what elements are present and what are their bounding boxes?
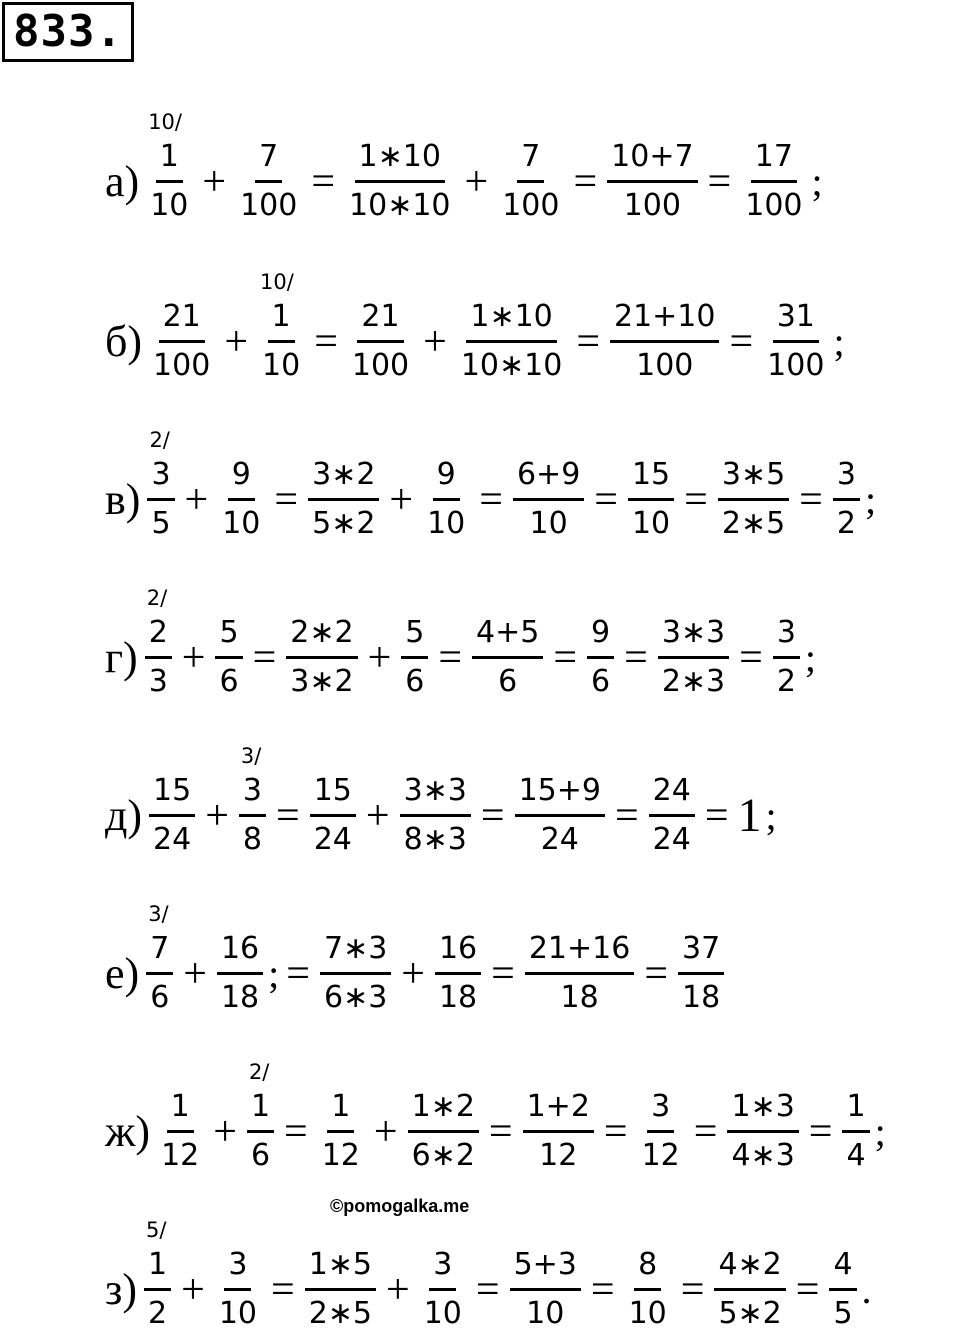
fraction: [658, 614, 729, 701]
equals-sign: =: [808, 1108, 833, 1155]
denominator: 2: [836, 506, 856, 541]
numerator: 21+10: [610, 298, 719, 343]
denominator: 100: [351, 348, 410, 383]
numerator: 1∗10: [466, 298, 556, 343]
numerator: 1: [268, 298, 295, 343]
equals-sign: =: [311, 158, 336, 205]
denominator: 12: [321, 1138, 360, 1173]
fraction: [638, 1088, 684, 1175]
equals-sign: =: [603, 1108, 628, 1155]
fraction: [348, 298, 413, 385]
equation-row-e: [105, 902, 727, 1017]
fraction: [345, 138, 454, 225]
numerator: 3∗2: [308, 456, 379, 501]
numerator: 3: [239, 772, 266, 817]
fraction: [147, 428, 174, 543]
numerator: 10+7: [607, 138, 697, 183]
numerator: 5+3: [510, 1246, 581, 1291]
fraction: [435, 930, 481, 1017]
denominator: 5∗2: [312, 506, 376, 541]
denominator: 5: [151, 506, 171, 541]
fraction: [842, 1088, 869, 1175]
denominator: 10: [631, 506, 671, 541]
equals-sign: =: [553, 634, 578, 681]
denominator: 12: [641, 1138, 680, 1173]
denominator: 10∗10: [349, 188, 451, 223]
plus-sign: +: [183, 950, 207, 997]
denominator: 12: [161, 1138, 200, 1173]
fraction: [587, 614, 614, 701]
denominator: 10: [628, 1296, 667, 1331]
numerator: 15: [310, 772, 356, 817]
numerator: 3∗3: [658, 614, 729, 659]
punctuation: .: [861, 1266, 872, 1312]
equals-sign: =: [795, 1266, 820, 1313]
fraction: [607, 138, 697, 225]
equation-row-z: [105, 1218, 872, 1333]
extra-multiplier: 10/: [260, 270, 294, 294]
numerator: 3: [773, 614, 800, 659]
denominator: 100: [240, 188, 298, 223]
plus-sign: +: [367, 634, 392, 681]
row-label: ж): [105, 1106, 151, 1156]
denominator: 6: [219, 664, 239, 699]
numerator: 2∗2: [286, 614, 357, 659]
plus-sign: +: [184, 476, 209, 523]
denominator: 18: [560, 980, 599, 1015]
plus-sign: +: [365, 792, 390, 839]
fraction: [829, 1246, 856, 1333]
numerator: 24: [649, 772, 695, 817]
denominator: 2∗5: [721, 506, 786, 541]
equals-sign: =: [488, 1108, 513, 1155]
denominator: 3: [148, 664, 168, 699]
numerator: 6+9: [513, 456, 584, 501]
numerator: 3∗3: [400, 772, 471, 817]
numerator: 15+9: [515, 772, 605, 817]
fraction: [498, 138, 563, 225]
numerator: 1∗5: [305, 1246, 376, 1291]
numerator: 4∗2: [714, 1246, 785, 1291]
equals-sign: =: [704, 792, 729, 839]
denominator: 10: [529, 506, 568, 541]
fraction: [525, 930, 634, 1017]
equation-row-g: [105, 586, 817, 701]
denominator: 10: [427, 506, 466, 541]
equals-sign: =: [276, 792, 300, 839]
fraction: [236, 138, 301, 225]
numerator: 1: [167, 1088, 194, 1133]
equals-sign: =: [274, 476, 299, 523]
denominator: 4: [846, 1138, 866, 1173]
equals-sign: =: [799, 476, 823, 523]
denominator: 100: [623, 188, 681, 223]
numerator: 3: [833, 456, 860, 501]
denominator: 5∗2: [718, 1296, 782, 1331]
fraction: [472, 614, 543, 701]
equals-sign: =: [729, 318, 754, 365]
denominator: 6∗3: [323, 980, 388, 1015]
equals-sign: =: [252, 634, 277, 681]
fraction: [718, 456, 789, 543]
fraction: [320, 930, 391, 1017]
numerator: 1∗3: [727, 1088, 798, 1133]
numerator: 16: [435, 930, 481, 975]
fraction: [741, 138, 806, 225]
fraction: [763, 298, 828, 385]
numerator: 9: [228, 456, 255, 501]
row-label: б): [105, 316, 143, 366]
fraction: [305, 1246, 376, 1333]
row-label: е): [105, 948, 140, 998]
numerator: 9: [587, 614, 614, 659]
plus-sign: +: [423, 318, 447, 365]
numerator: 3∗5: [718, 456, 789, 501]
fraction: [714, 1246, 785, 1333]
numerator: 8: [634, 1246, 661, 1291]
fraction: [649, 772, 695, 859]
denominator: 6: [405, 664, 425, 699]
numerator: 21+16: [525, 930, 634, 975]
fraction: [625, 1246, 671, 1333]
denominator: 6∗2: [411, 1138, 475, 1173]
fraction: [247, 1060, 274, 1175]
equals-sign: =: [314, 318, 338, 365]
row-label: в): [105, 474, 141, 524]
equals-sign: =: [707, 158, 732, 205]
plus-sign: +: [224, 318, 248, 365]
numerator: 4: [829, 1246, 856, 1291]
equals-sign: =: [614, 792, 639, 839]
numerator: 15: [628, 456, 674, 501]
equals-sign: =: [680, 1266, 705, 1313]
numerator: 3: [147, 456, 174, 501]
denominator: 10: [222, 506, 261, 541]
fraction: [146, 902, 173, 1017]
numerator: 17: [751, 138, 797, 183]
fraction: [318, 1088, 364, 1175]
numerator: 3: [429, 1246, 456, 1291]
fraction: [523, 1088, 594, 1175]
equals-sign: =: [594, 476, 618, 523]
denominator: 10: [423, 1296, 462, 1331]
fraction: [149, 298, 214, 385]
denominator: 6: [498, 664, 518, 699]
fraction: [310, 772, 356, 859]
denominator: 24: [153, 822, 192, 857]
fraction: [401, 614, 428, 701]
punctuation: ;: [864, 476, 877, 522]
numerator: 7∗3: [320, 930, 391, 975]
numerator: 3: [224, 1246, 251, 1291]
equals-sign: =: [576, 318, 600, 365]
fraction: [217, 930, 263, 1017]
extra-multiplier: 3/: [148, 902, 169, 926]
equals-sign: =: [739, 634, 763, 681]
numerator: 7: [517, 138, 544, 183]
denominator: 18: [438, 980, 478, 1015]
equation-row-v: [105, 428, 877, 543]
denominator: 6: [591, 664, 611, 699]
numerator: 7: [255, 138, 282, 183]
denominator: 10: [526, 1296, 565, 1331]
denominator: 12: [539, 1138, 578, 1173]
equals-sign: =: [479, 476, 503, 523]
fraction: [408, 1088, 479, 1175]
result-value: 1: [737, 788, 762, 842]
denominator: 3∗2: [290, 664, 354, 699]
numerator: 3: [647, 1088, 674, 1133]
equals-sign: =: [684, 476, 708, 523]
plus-sign: +: [389, 476, 414, 523]
denominator: 24: [540, 822, 579, 857]
equals-sign: =: [438, 634, 463, 681]
plus-sign: +: [202, 158, 227, 205]
fraction: [423, 456, 469, 543]
equals-sign: =: [573, 158, 598, 205]
numerator: 1: [144, 1246, 171, 1291]
plus-sign: +: [181, 634, 206, 681]
fraction: [833, 456, 860, 543]
fraction: [258, 270, 304, 385]
plus-sign: +: [373, 1108, 398, 1155]
equals-sign: =: [284, 1108, 308, 1155]
numerator: 31: [773, 298, 819, 343]
denominator: 24: [313, 822, 352, 857]
fraction: [773, 614, 800, 701]
numerator: 1∗2: [408, 1088, 479, 1133]
fraction: [457, 298, 566, 385]
extra-multiplier: 2/: [149, 428, 170, 452]
denominator: 18: [220, 980, 260, 1015]
fraction: [628, 456, 674, 543]
task-number: 833.: [2, 2, 134, 62]
numerator: 1: [156, 138, 183, 183]
numerator: 15: [149, 772, 195, 817]
numerator: 1: [842, 1088, 869, 1133]
punctuation: ;: [874, 1108, 886, 1154]
equation-row-zh: [105, 1060, 886, 1175]
denominator: 10: [218, 1296, 258, 1331]
equals-sign: =: [693, 1108, 718, 1155]
punctuation: ;: [804, 634, 817, 680]
denominator: 18: [682, 980, 721, 1015]
watermark: ©pomogalka.me: [330, 1196, 470, 1216]
plus-sign: +: [213, 1108, 237, 1155]
row-label: з): [105, 1264, 138, 1314]
denominator: 2∗5: [308, 1296, 373, 1331]
equals-sign: =: [286, 950, 310, 997]
fraction: [610, 298, 719, 385]
fraction: [215, 614, 242, 701]
denominator: 6: [150, 980, 170, 1015]
punctuation: ;: [811, 158, 823, 204]
fraction: [513, 456, 584, 543]
plus-sign: +: [386, 1266, 410, 1313]
equation-row-b: [105, 270, 845, 385]
equals-sign: =: [271, 1266, 295, 1313]
fraction: [515, 772, 605, 859]
equals-sign: =: [644, 950, 669, 997]
denominator: 2: [776, 664, 796, 699]
numerator: 5: [401, 614, 428, 659]
extra-multiplier: 2/: [146, 586, 168, 610]
numerator: 37: [678, 930, 724, 975]
denominator: 8∗3: [403, 822, 467, 857]
fraction: [149, 772, 195, 859]
numerator: 1: [247, 1088, 274, 1133]
numerator: 1∗10: [355, 138, 445, 183]
equation-row-d: [105, 744, 777, 859]
numerator: 4+5: [472, 614, 543, 659]
denominator: 2: [148, 1296, 168, 1331]
equals-sign: =: [475, 1266, 500, 1313]
fraction: [215, 1246, 261, 1333]
numerator: 1: [327, 1088, 354, 1133]
denominator: 100: [745, 188, 803, 223]
fraction: [144, 1218, 171, 1333]
denominator: 100: [767, 348, 825, 383]
equation-row-a: [105, 110, 823, 225]
denominator: 4∗3: [731, 1138, 795, 1173]
numerator: 21: [357, 298, 403, 343]
plus-sign: +: [181, 1266, 205, 1313]
fraction: [286, 614, 357, 701]
extra-multiplier: 3/: [240, 744, 262, 768]
row-label: д): [105, 790, 143, 840]
equals-sign: =: [480, 792, 505, 839]
denominator: 10∗10: [460, 348, 563, 383]
fraction: [308, 456, 379, 543]
numerator: 9: [433, 456, 460, 501]
denominator: 2∗3: [661, 664, 726, 699]
numerator: 1+2: [523, 1088, 594, 1133]
extra-multiplier: 2/: [248, 1060, 270, 1084]
denominator: 6: [250, 1138, 271, 1173]
equals-sign: =: [624, 634, 648, 681]
row-label: г): [105, 632, 138, 682]
numerator: 2: [145, 614, 172, 659]
fraction: [218, 456, 264, 543]
extra-multiplier: 10/: [148, 110, 182, 134]
denominator: 5: [833, 1296, 853, 1331]
punctuation: ;: [765, 792, 777, 838]
numerator: 21: [159, 298, 205, 343]
numerator: 16: [217, 930, 263, 975]
equals-sign: =: [590, 1266, 615, 1313]
fraction: [510, 1246, 581, 1333]
plus-sign: +: [205, 792, 229, 839]
fraction: [157, 1088, 203, 1175]
fraction: [145, 586, 172, 701]
denominator: 100: [502, 188, 560, 223]
extra-multiplier: 5/: [146, 1218, 167, 1242]
denominator: 10: [150, 188, 189, 223]
fraction: [239, 744, 266, 859]
equals-sign: =: [491, 950, 515, 997]
punctuation: ;: [268, 950, 280, 996]
plus-sign: +: [401, 950, 425, 997]
fraction: [400, 772, 471, 859]
denominator: 24: [652, 822, 691, 857]
punctuation: ;: [833, 318, 845, 364]
denominator: 100: [636, 348, 694, 383]
numerator: 7: [146, 930, 173, 975]
denominator: 10: [262, 348, 301, 383]
denominator: 100: [153, 348, 211, 383]
numerator: 5: [215, 614, 242, 659]
denominator: 8: [242, 822, 263, 857]
fraction: [678, 930, 724, 1017]
plus-sign: +: [464, 158, 489, 205]
row-label: а): [105, 156, 140, 206]
fraction: [146, 110, 192, 225]
fraction: [727, 1088, 798, 1175]
fraction: [420, 1246, 466, 1333]
